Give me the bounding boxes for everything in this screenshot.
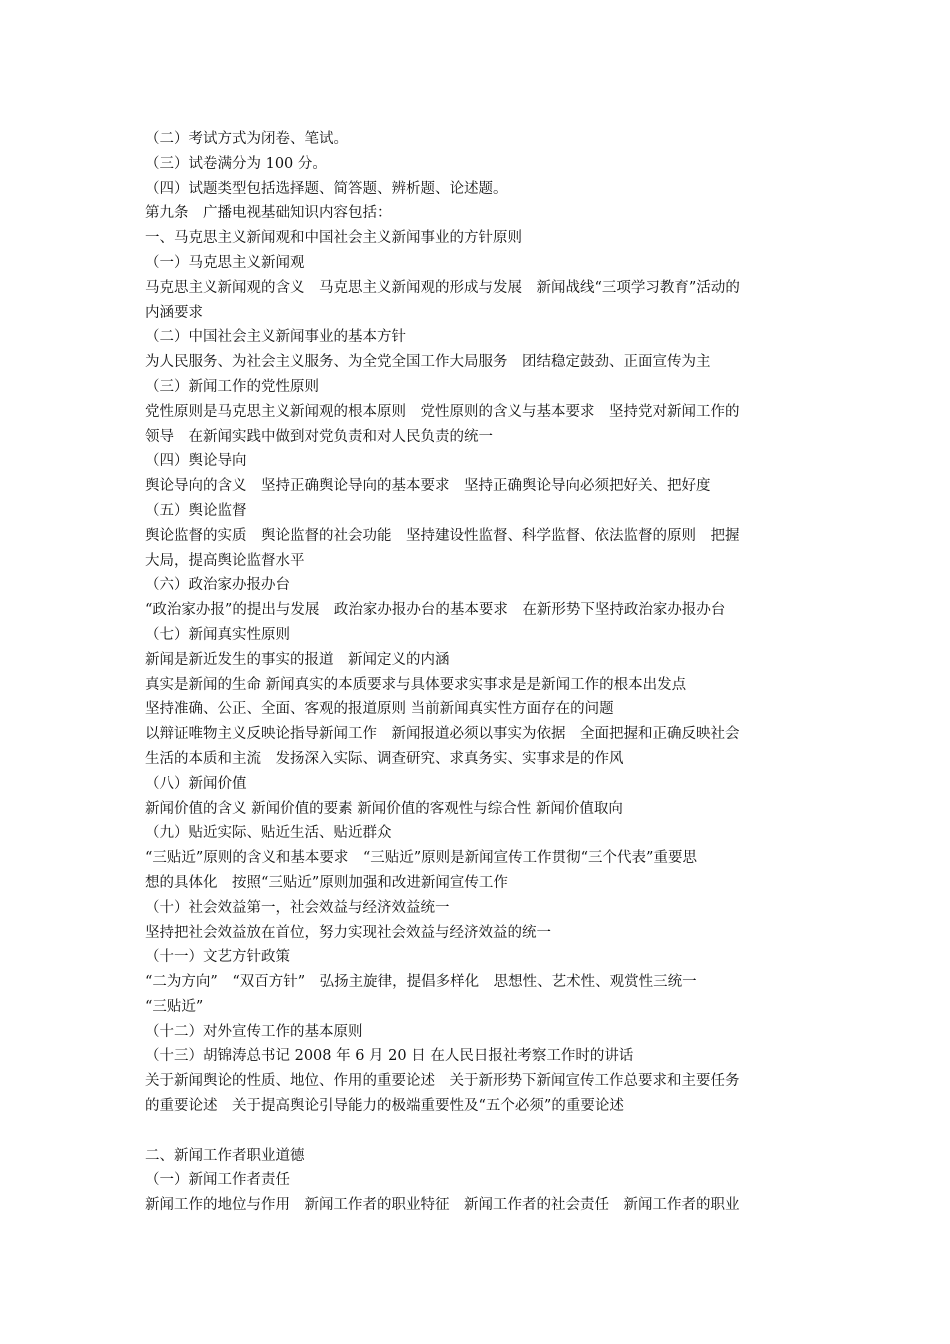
- text-line: 舆论监督的实质 舆论监督的社会功能 坚持建设性监督、科学监督、依法监督的原则 把握: [145, 527, 740, 544]
- text-line: 第九条 广播电视基础知识内容包括：: [145, 205, 392, 222]
- text-line: （七）新闻真实性原则: [145, 626, 290, 643]
- text-line: （三）新闻工作的党性原则: [145, 378, 319, 395]
- text-line: （五）舆论监督: [145, 502, 247, 519]
- text-line: 新闻工作的地位与作用 新闻工作者的职业特征 新闻工作者的社会责任 新闻工作者的职业: [145, 1197, 740, 1214]
- text-line: 新闻价值的含义 新闻价值的要素 新闻价值的客观性与综合性 新闻价值取向: [145, 800, 623, 817]
- document-body: [145, 127, 810, 1218]
- text-line: （三）试卷满分为 100 分。: [145, 155, 327, 172]
- text-line: 关于新闻舆论的性质、地位、作用的重要论述 关于新形势下新闻宣传工作总要求和主要任务: [145, 1073, 740, 1090]
- text-line: （一）新闻工作者责任: [145, 1172, 290, 1189]
- text-line: （六）政治家办报办台: [145, 577, 290, 594]
- text-line: 舆论导向的含义 坚持正确舆论导向的基本要求 坚持正确舆论导向必须把好关、把好度: [145, 478, 711, 495]
- text-line: 二、新闻工作者职业道德: [145, 1147, 305, 1164]
- text-line: （十一）文艺方针政策: [145, 949, 290, 966]
- text-line: “二为方向” “双百方针” 弘扬主旋律，提倡多样化 思想性、艺术性、观赏性三统一: [145, 974, 697, 991]
- text-line: “三贴近”: [145, 998, 204, 1015]
- text-line: 坚持准确、公正、全面、客观的报道原则 当前新闻真实性方面存在的问题: [145, 701, 614, 718]
- text-line: 生活的本质和主流 发扬深入实际、调查研究、求真务实、实事求是的作风: [145, 750, 624, 767]
- text-line: 党性原则是马克思主义新闻观的根本原则 党性原则的含义与基本要求 坚持党对新闻工作的: [145, 403, 740, 420]
- text-line: 马克思主义新闻观的含义 马克思主义新闻观的形成与发展 新闻战线“三项学习教育”活动的: [145, 279, 740, 296]
- text-line: 的重要论述 关于提高舆论引导能力的极端重要性及“五个必须”的重要论述: [145, 1098, 624, 1115]
- text-line: “政治家办报”的提出与发展 政治家办报办台的基本要求 在新形势下坚持政治家办报办台: [145, 602, 726, 619]
- text-line: 新闻是新近发生的事实的报道 新闻定义的内涵: [145, 651, 450, 668]
- text-line: （十三）胡锦涛总书记 2008 年 6 月 20 日 在人民日报社考察工作时的讲话: [145, 1048, 634, 1065]
- text-line: 以辩证唯物主义反映论指导新闻工作 新闻报道必须以事实为依据 全面把握和正确反映社会: [145, 726, 740, 743]
- text-line: （十二）对外宣传工作的基本原则: [145, 1023, 363, 1040]
- text-line: （八）新闻价值: [145, 775, 247, 792]
- text-line: 内涵要求: [145, 304, 203, 321]
- text-line: （九）贴近实际、贴近生活、贴近群众: [145, 825, 392, 842]
- text-line: 为人民服务、为社会主义服务、为全党全国工作大局服务 团结稳定鼓劲、正面宣传为主: [145, 354, 711, 371]
- text-line: （一）马克思主义新闻观: [145, 254, 305, 271]
- text-line: （四）舆论导向: [145, 453, 247, 470]
- text-line: （十）社会效益第一，社会效益与经济效益统一: [145, 899, 450, 916]
- text-line: 一、马克思主义新闻观和中国社会主义新闻事业的方针原则: [145, 230, 522, 247]
- blank-line: [145, 1119, 810, 1144]
- text-line: 领导 在新闻实践中做到对党负责和对人民负责的统一: [145, 428, 493, 445]
- text-line: （四）试题类型包括选择题、简答题、辨析题、论述题。: [145, 180, 508, 197]
- text-line: 坚持把社会效益放在首位，努力实现社会效益与经济效益的统一: [145, 924, 551, 941]
- text-line: 想的具体化 按照“三贴近”原则加强和改进新闻宣传工作: [145, 874, 508, 891]
- text-line: （二）考试方式为闭卷、笔试。: [145, 131, 348, 147]
- text-line: （二）中国社会主义新闻事业的基本方针: [145, 329, 406, 346]
- text-line: 真实是新闻的生命 新闻真实的本质要求与具体要求实事求是是新闻工作的根本出发点: [145, 676, 687, 693]
- text-line: “三贴近”原则的含义和基本要求 “三贴近”原则是新闻宣传工作贯彻“三个代表”重要思: [145, 850, 697, 867]
- text-line: 大局，提高舆论监督水平: [145, 552, 305, 569]
